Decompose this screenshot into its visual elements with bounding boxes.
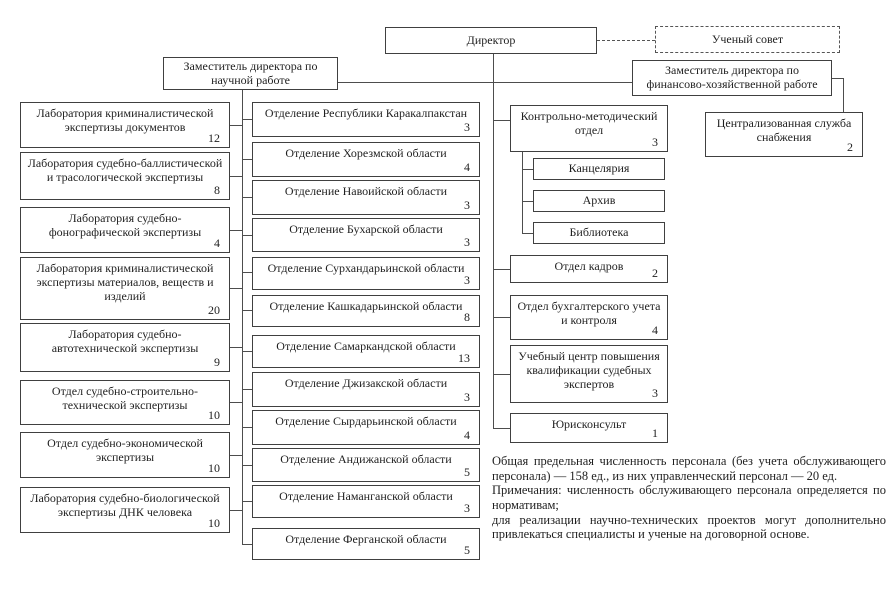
org-unit-count: 3 bbox=[464, 120, 470, 135]
office-box bbox=[533, 190, 665, 212]
connector-line bbox=[242, 351, 252, 352]
org-unit-count: 4 bbox=[464, 428, 470, 443]
org-unit-box bbox=[252, 102, 480, 137]
org-unit-label: Лаборатория судебно-биологической экспертизы ДНК человека bbox=[30, 491, 220, 519]
org-unit-count: 13 bbox=[458, 351, 470, 366]
connector-line bbox=[493, 428, 510, 429]
org-unit-count: 10 bbox=[208, 461, 220, 476]
org-unit-label: Архив bbox=[582, 193, 616, 208]
connector-line bbox=[242, 465, 252, 466]
notes-paragraph: Примечания: численность обслуживающего персонала определяется по нормативам; bbox=[492, 483, 886, 512]
connector-line bbox=[242, 159, 252, 160]
org-unit-count: 10 bbox=[208, 516, 220, 531]
connector-line bbox=[493, 120, 510, 121]
org-unit-label: Отделение Ферганской области bbox=[285, 532, 447, 546]
connector-line bbox=[242, 310, 252, 311]
org-unit-label: Отдел судебно-экономической экспертизы bbox=[47, 436, 203, 464]
deputy-science-box bbox=[163, 57, 338, 90]
org-unit-count: 2 bbox=[847, 140, 853, 155]
org-unit-count: 1 bbox=[652, 426, 658, 441]
scientific-council-label: Ученый совет bbox=[711, 31, 784, 46]
org-unit-count: 5 bbox=[464, 543, 470, 558]
connector-line bbox=[493, 54, 494, 428]
org-unit-box bbox=[20, 487, 230, 533]
org-unit-box bbox=[252, 335, 480, 368]
org-unit-count: 4 bbox=[464, 160, 470, 175]
director-label: Директор bbox=[466, 32, 516, 47]
org-unit-label: Централизованная служба снабжения bbox=[716, 116, 852, 144]
org-unit-box bbox=[252, 180, 480, 215]
org-unit-box bbox=[252, 485, 480, 518]
org-unit-box bbox=[20, 152, 230, 200]
org-unit-label: Отделение Самаркандской области bbox=[276, 339, 456, 353]
connector-line bbox=[230, 176, 242, 177]
org-unit-count: 3 bbox=[652, 386, 658, 401]
org-unit-label: Отделение Сурхандарьинской области bbox=[267, 261, 465, 275]
scientific-council-box bbox=[655, 26, 840, 53]
org-unit-count: 10 bbox=[208, 408, 220, 423]
control-methodical-dept-box bbox=[510, 105, 668, 152]
org-unit-count: 8 bbox=[214, 183, 220, 198]
org-unit-box bbox=[20, 380, 230, 425]
org-unit-count: 3 bbox=[464, 390, 470, 405]
org-unit-label: Юрисконсульт bbox=[551, 417, 627, 431]
office-box bbox=[533, 158, 665, 180]
org-unit-box bbox=[510, 255, 668, 283]
org-unit-label: Лаборатория судебно-автотехнической экспертизы bbox=[51, 327, 199, 355]
connector-line bbox=[522, 201, 533, 202]
org-unit-box bbox=[20, 207, 230, 253]
deputy-finance-box bbox=[632, 60, 832, 96]
connector-line bbox=[230, 288, 242, 289]
connector-line bbox=[493, 374, 510, 375]
org-unit-label: Лаборатория криминалистической экспертизы документов bbox=[36, 106, 214, 134]
org-unit-count: 4 bbox=[214, 236, 220, 251]
org-unit-label: Отделение Навоийской области bbox=[284, 184, 448, 198]
connector-line bbox=[242, 235, 252, 236]
org-unit-box bbox=[510, 295, 668, 340]
org-unit-box bbox=[252, 142, 480, 177]
deputy-science-label: Заместитель директора по научной работе bbox=[183, 58, 318, 87]
org-unit-label: Отделение Сырдарьинской области bbox=[275, 414, 457, 428]
org-unit-count: 3 bbox=[464, 198, 470, 213]
notes-block bbox=[492, 454, 886, 542]
supply-service-box bbox=[705, 112, 863, 157]
connector-line bbox=[230, 347, 242, 348]
org-unit-count: 5 bbox=[464, 465, 470, 480]
org-unit-label: Отделение Хорезмской области bbox=[285, 146, 447, 160]
org-unit-count: 8 bbox=[464, 310, 470, 325]
org-unit-count: 4 bbox=[652, 323, 658, 338]
org-unit-label: Учебный центр повышения квалификации судебных экспертов bbox=[518, 349, 660, 391]
org-unit-box bbox=[252, 257, 480, 290]
org-unit-box bbox=[510, 345, 668, 403]
org-unit-box bbox=[252, 410, 480, 445]
connector-line bbox=[522, 233, 533, 234]
org-unit-label: Отделение Наманганской области bbox=[279, 489, 453, 503]
connector-line bbox=[242, 501, 252, 502]
connector-line bbox=[597, 40, 655, 41]
org-unit-box bbox=[20, 323, 230, 372]
office-box bbox=[533, 222, 665, 244]
connector-line bbox=[522, 169, 533, 170]
connector-line bbox=[338, 82, 632, 83]
org-unit-count: 2 bbox=[652, 266, 658, 281]
org-unit-label: Контрольно-методический отдел bbox=[520, 109, 658, 137]
org-unit-label: Отделение Бухарской области bbox=[289, 222, 443, 236]
org-unit-box bbox=[252, 528, 480, 560]
director-box bbox=[385, 27, 597, 54]
connector-line bbox=[242, 119, 252, 120]
org-unit-box bbox=[252, 218, 480, 252]
connector-line bbox=[230, 402, 242, 403]
connector-line bbox=[230, 510, 242, 511]
connector-line bbox=[230, 125, 242, 126]
org-unit-count: 12 bbox=[208, 131, 220, 146]
org-unit-label: Отдел судебно-строительно-технической экспертизы bbox=[51, 384, 199, 412]
org-unit-box bbox=[252, 448, 480, 482]
org-unit-label: Отделение Андижанской области bbox=[280, 452, 452, 466]
connector-line bbox=[843, 78, 844, 112]
org-unit-count: 20 bbox=[208, 303, 220, 318]
org-unit-label: Лаборатория криминалистической экспертизы материалов, веществ и изделий bbox=[36, 261, 214, 303]
connector-line bbox=[242, 197, 252, 198]
org-unit-box bbox=[20, 432, 230, 478]
connector-line bbox=[242, 389, 252, 390]
org-unit-count: 3 bbox=[464, 501, 470, 516]
org-unit-box bbox=[20, 257, 230, 320]
org-unit-box bbox=[20, 102, 230, 148]
org-unit-box bbox=[252, 295, 480, 327]
connector-line bbox=[242, 272, 252, 273]
connector-line bbox=[832, 78, 843, 79]
org-unit-count: 3 bbox=[464, 235, 470, 250]
connector-line bbox=[230, 455, 242, 456]
connector-line bbox=[242, 544, 252, 545]
notes-paragraph: Общая предельная численность персонала (без учета обслуживающего персонала) — 158 ед., из них управленческий персонал — 20 ед. bbox=[492, 454, 886, 483]
org-unit-count: 3 bbox=[652, 135, 658, 150]
org-unit-label: Канцелярия bbox=[568, 161, 630, 176]
connector-line bbox=[522, 152, 523, 233]
deputy-finance-label: Заместитель директора по финансово-хозяйственной работе bbox=[646, 63, 818, 91]
org-unit-count: 9 bbox=[214, 355, 220, 370]
connector-line bbox=[493, 317, 510, 318]
org-unit-count: 3 bbox=[464, 273, 470, 288]
org-unit-box bbox=[252, 372, 480, 407]
connector-line bbox=[242, 427, 252, 428]
org-unit-label: Лаборатория судебно-фонографической экспертизы bbox=[48, 211, 202, 239]
org-unit-box bbox=[510, 413, 668, 443]
notes-paragraph: для реализации научно-технических проектов могут дополнительно привлекаться специалисты и ученые на договорной основе. bbox=[492, 512, 886, 542]
org-unit-label: Отдел кадров bbox=[554, 259, 624, 273]
connector-line bbox=[230, 230, 242, 231]
org-unit-label: Лаборатория судебно-баллистической и трасологической экспертизы bbox=[27, 156, 223, 184]
org-unit-label: Отделение Джизакской области bbox=[284, 376, 448, 390]
org-unit-label: Отделение Кашкадарьинской области bbox=[269, 299, 463, 313]
org-unit-label: Библиотека bbox=[569, 225, 629, 240]
org-unit-label: Отдел бухгалтерского учета и контроля bbox=[517, 299, 661, 327]
org-unit-label: Отделение Республики Каракалпакстан bbox=[264, 106, 468, 120]
connector-line bbox=[493, 269, 510, 270]
